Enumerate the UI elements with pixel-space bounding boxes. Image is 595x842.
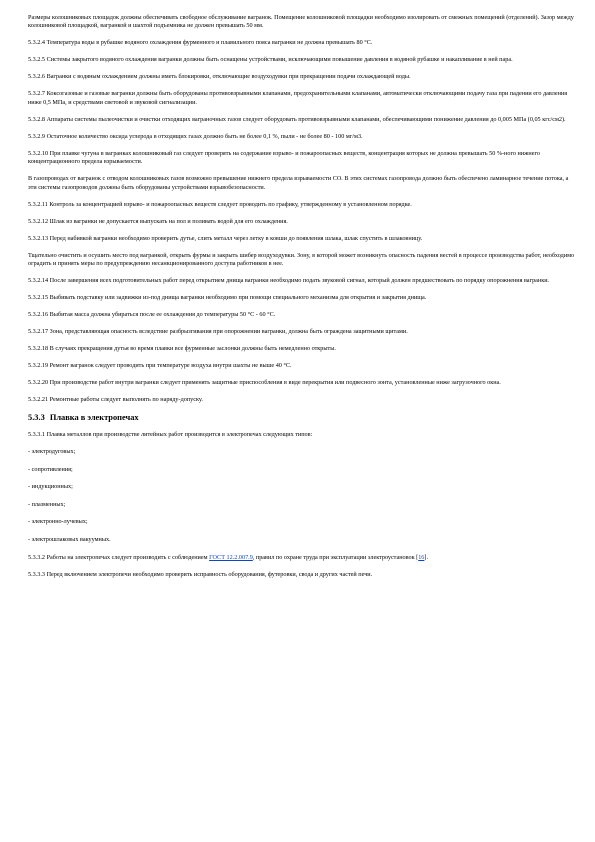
paragraph: Размеры колошниковых площадок должны обеспечивать свободное обслуживание вагранок. Помещение колошниковой площадки необходимо изолировать от смежных помещений (отделений). Зазор между колошниковой площадкой, вагранкой и шахтой подъемника не должен превышать 50 мм. [28, 14, 574, 30]
paragraph: 5.3.2.13 Перед набивкой вагранки необходимо проверить дутье, слить металл через летку в ковши до появления шлака, шлак спустить в шлаковницу. [28, 234, 423, 242]
paragraph: 5.3.2.16 Выбитая масса должна убираться после ее охлаждения до температуры 50 °С - 60 °С. [28, 311, 276, 319]
list-item: - индукционных; [28, 483, 73, 491]
paragraph: 5.3.2.8 Аппараты системы пылеочистки и очистки отходящих ваграночных газов следует оборудовать противовзрывными клапанами, обеспечивающими понижение давления до 0,005 МПа (0,05 кгс/см2). [28, 115, 566, 123]
paragraph: 5.3.2.10 При плавке чугуна в вагранках колошниковый газ следует проверять на содержание взрыво- и пожароопасных веществ, концентрация которых не должна превышать 50 %-ного нижнего концентрационного предела взрываемости. [28, 149, 540, 166]
list-item: - электрошлаковых вакуумных. [28, 536, 111, 543]
paragraph-text: , правил по охране труда при эксплуатации электроустановок [ [252, 553, 419, 561]
list-item: - электронно-лучевых; [28, 518, 88, 526]
section-heading [28, 413, 575, 423]
paragraph: 5.3.2.18 В случаях прекращения дутья во время плавки все фурменные заслонки должны быть немедленно открыты. [28, 345, 336, 353]
paragraph: 5.3.2.21 Ремонтные работы следует выполнять по наряду-допуску. [28, 396, 203, 404]
paragraph: 5.3.3.3 Перед включением электропечи необходимо проверить исправность оборудования, футеровки, свода и других частей печи. [28, 570, 373, 578]
paragraph: 5.3.2.6 Вагранки с водяным охлаждением должны иметь блокировки, отключающие воздуходувки при прекращении подачи охлаждающей воды. [28, 73, 411, 81]
paragraph: 5.3.2.20 При производстве работ внутри вагранки следует применять защитные приспособления в виде перекрытия или подвесного зонта, установленные ниже загрузочного окна. [28, 379, 501, 387]
section-title: Плавка в электропечах [49, 413, 139, 423]
paragraph-text: 5.3.3.2 Работы на электропечах следует производить с соблюдением [28, 553, 210, 561]
list-item: - сопротивления; [28, 465, 73, 473]
paragraph: Тщательно очистить и осушить место под вагранкой, открыть фурмы и закрыть шибер воздуходувки. Зону, в которой может возникнуть опасность падения вестей в процессе производства работ, необходимо оградить и принять меры по предупреждению несанкционированного доступа работников в нее. [28, 251, 575, 268]
paragraph: 5.3.2.17 Зона, представляющая опасность вследствие разбрызгивания при опорожнении вагранки, должна быть ограждена защитными щитами. [28, 328, 408, 336]
list-item: - электродуговых; [28, 448, 76, 456]
section-number: 5.3.3 [28, 413, 45, 423]
paragraph: 5.3.2.4 Температура воды в рубашке водяного охлаждения фурменного и плавильного пояса вагранки не должна превышать 80 °С. [28, 39, 373, 47]
paragraph: 5.3.3.1 Плавка металлов при производстве литейных работ производится в электропечах следующих типов: [28, 431, 313, 439]
paragraph: В газопроводах от вагранок с отводом колошниковых газов возможно превышение нижнего предела взрываемости СО. В этих системах газопровода должно быть обеспечено ламинарное течение потока, а эти системы газопроводов должны быть оборудованы устройствами взрывобезопасности. [28, 175, 569, 191]
paragraph: 5.3.2.5 Системы закрытого водяного охлаждения вагранки должны быть оснащены устройствами, исключающими повышение давления в водяной рубашке и накапливание в ней пара. [28, 56, 513, 64]
paragraph-with-links [28, 554, 575, 562]
gost-link[interactable]: ГОСТ 12.2.007.9 [209, 553, 253, 561]
paragraph: 5.3.2.15 Выбивать подставку или задвижки из-под днища вагранки необходимо при помощи специального механизма для открытия и закрытия днища. [28, 294, 427, 302]
paragraph: 5.3.2.11 Контроль за концентрацией взрыво- и пожароопасных веществ следует проводить по графику, утвержденному в установленном порядке. [28, 200, 412, 208]
paragraph: 5.3.2.19 Ремонт вагранок следует проводить при температуре воздуха внутри шахты не выше 40 °С. [28, 362, 292, 370]
paragraph: 5.3.2.7 Коксогазовые и газовые вагранки должны быть оборудованы противовзрывными клапанами, предохранительными клапанами, автоматически отключающими подачу газа при падении его давления ниже 0,5 МПа, и средствами световой и звуковой сигнализации. [28, 90, 568, 106]
list-item: - плазменных; [28, 500, 66, 508]
paragraph: 5.3.2.9 Остаточное количество оксида углерода в отходящих газах должно быть не более 0,1 %, пыли - не более 80 - 100 мг/м3. [28, 132, 363, 140]
reference-link[interactable]: 16 [418, 553, 425, 561]
paragraph: 5.3.2.12 Шлак из вагранки не допускается выпускать на пол и поливать водой для его охлаждения. [28, 217, 288, 225]
paragraph: 5.3.2.14 После завершения всех подготовительных работ перед открытием днища вагранки необходимо подать звуковой сигнал, который должен предшествовать по порядку опорожнения вагранки. [28, 277, 550, 285]
paragraph-text: ]. [424, 553, 428, 561]
